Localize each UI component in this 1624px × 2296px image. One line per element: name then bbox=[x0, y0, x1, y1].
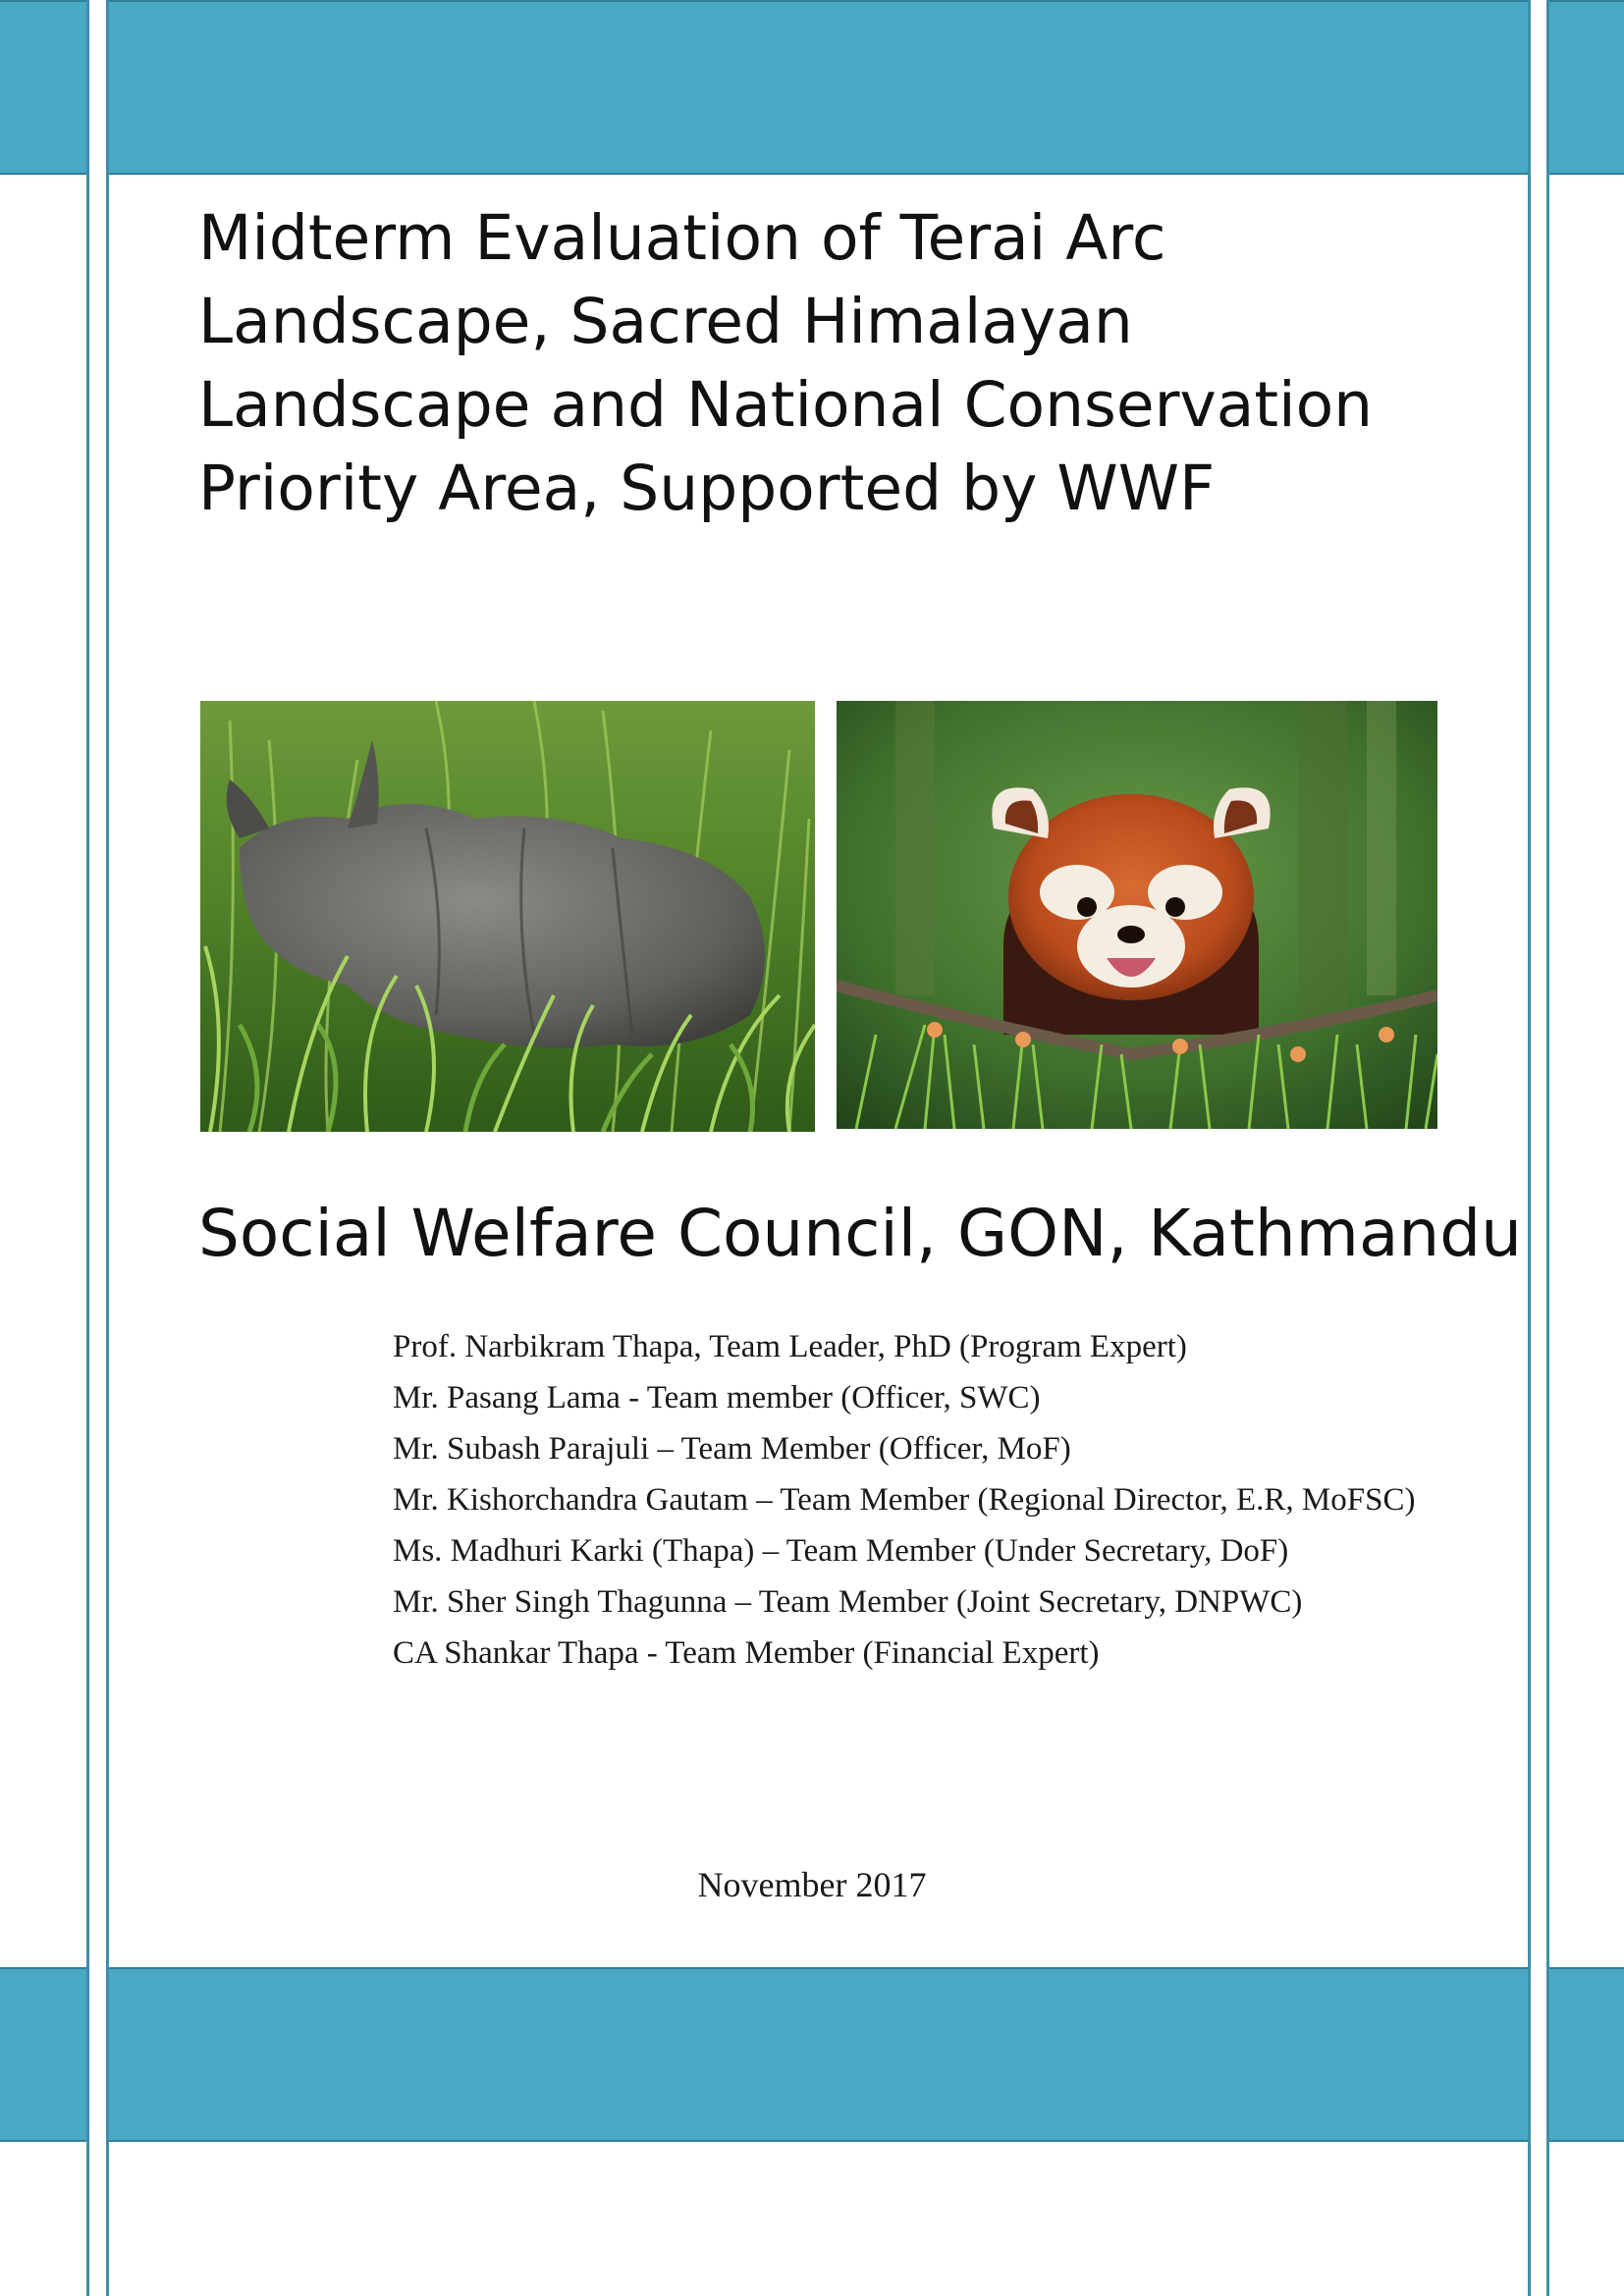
frame-line-left-outer bbox=[86, 0, 89, 2296]
frame-line-left-inner bbox=[106, 0, 109, 2296]
frame-line-right-outer bbox=[1546, 0, 1549, 2296]
team-member: CA Shankar Thapa - Team Member (Financial Expert) bbox=[393, 1635, 1100, 1671]
team-member: Ms. Madhuri Karki (Thapa) – Team Member (Under Secretary, DoF) bbox=[393, 1533, 1289, 1569]
bottom-band-center bbox=[109, 1967, 1528, 2142]
bottom-band-left bbox=[0, 1967, 86, 2142]
organization-name: Social Welfare Council, GON, Kathmandu bbox=[198, 1196, 1522, 1271]
team-member: Mr. Sher Singh Thagunna – Team Member (Joint Secretary, DNPWC) bbox=[393, 1584, 1303, 1620]
team-member: Mr. Pasang Lama - Team member (Officer, SWC) bbox=[393, 1380, 1041, 1415]
rhino-photo bbox=[200, 701, 815, 1132]
frame-line-right-inner bbox=[1528, 0, 1531, 2296]
top-band-right bbox=[1549, 0, 1624, 175]
team-member: Mr. Kishorchandra Gautam – Team Member (Regional Director, E.R, MoFSC) bbox=[393, 1482, 1416, 1518]
team-member: Prof. Narbikram Thapa, Team Leader, PhD (Program Expert) bbox=[393, 1329, 1187, 1364]
red-panda-photo bbox=[837, 701, 1437, 1129]
team-member: Mr. Subash Parajuli – Team Member (Officer, MoF) bbox=[393, 1431, 1071, 1467]
report-date: November 2017 bbox=[697, 1865, 927, 1904]
team-list bbox=[393, 1321, 1434, 1679]
bottom-band-right bbox=[1549, 1967, 1624, 2142]
top-band-center bbox=[109, 0, 1528, 175]
top-band-left bbox=[0, 0, 86, 175]
report-title: Midterm Evaluation of Terai Arc Landscape, Sacred Himalayan Landscape and National Conservation Priority Area, Supported by WWF bbox=[198, 202, 1374, 524]
